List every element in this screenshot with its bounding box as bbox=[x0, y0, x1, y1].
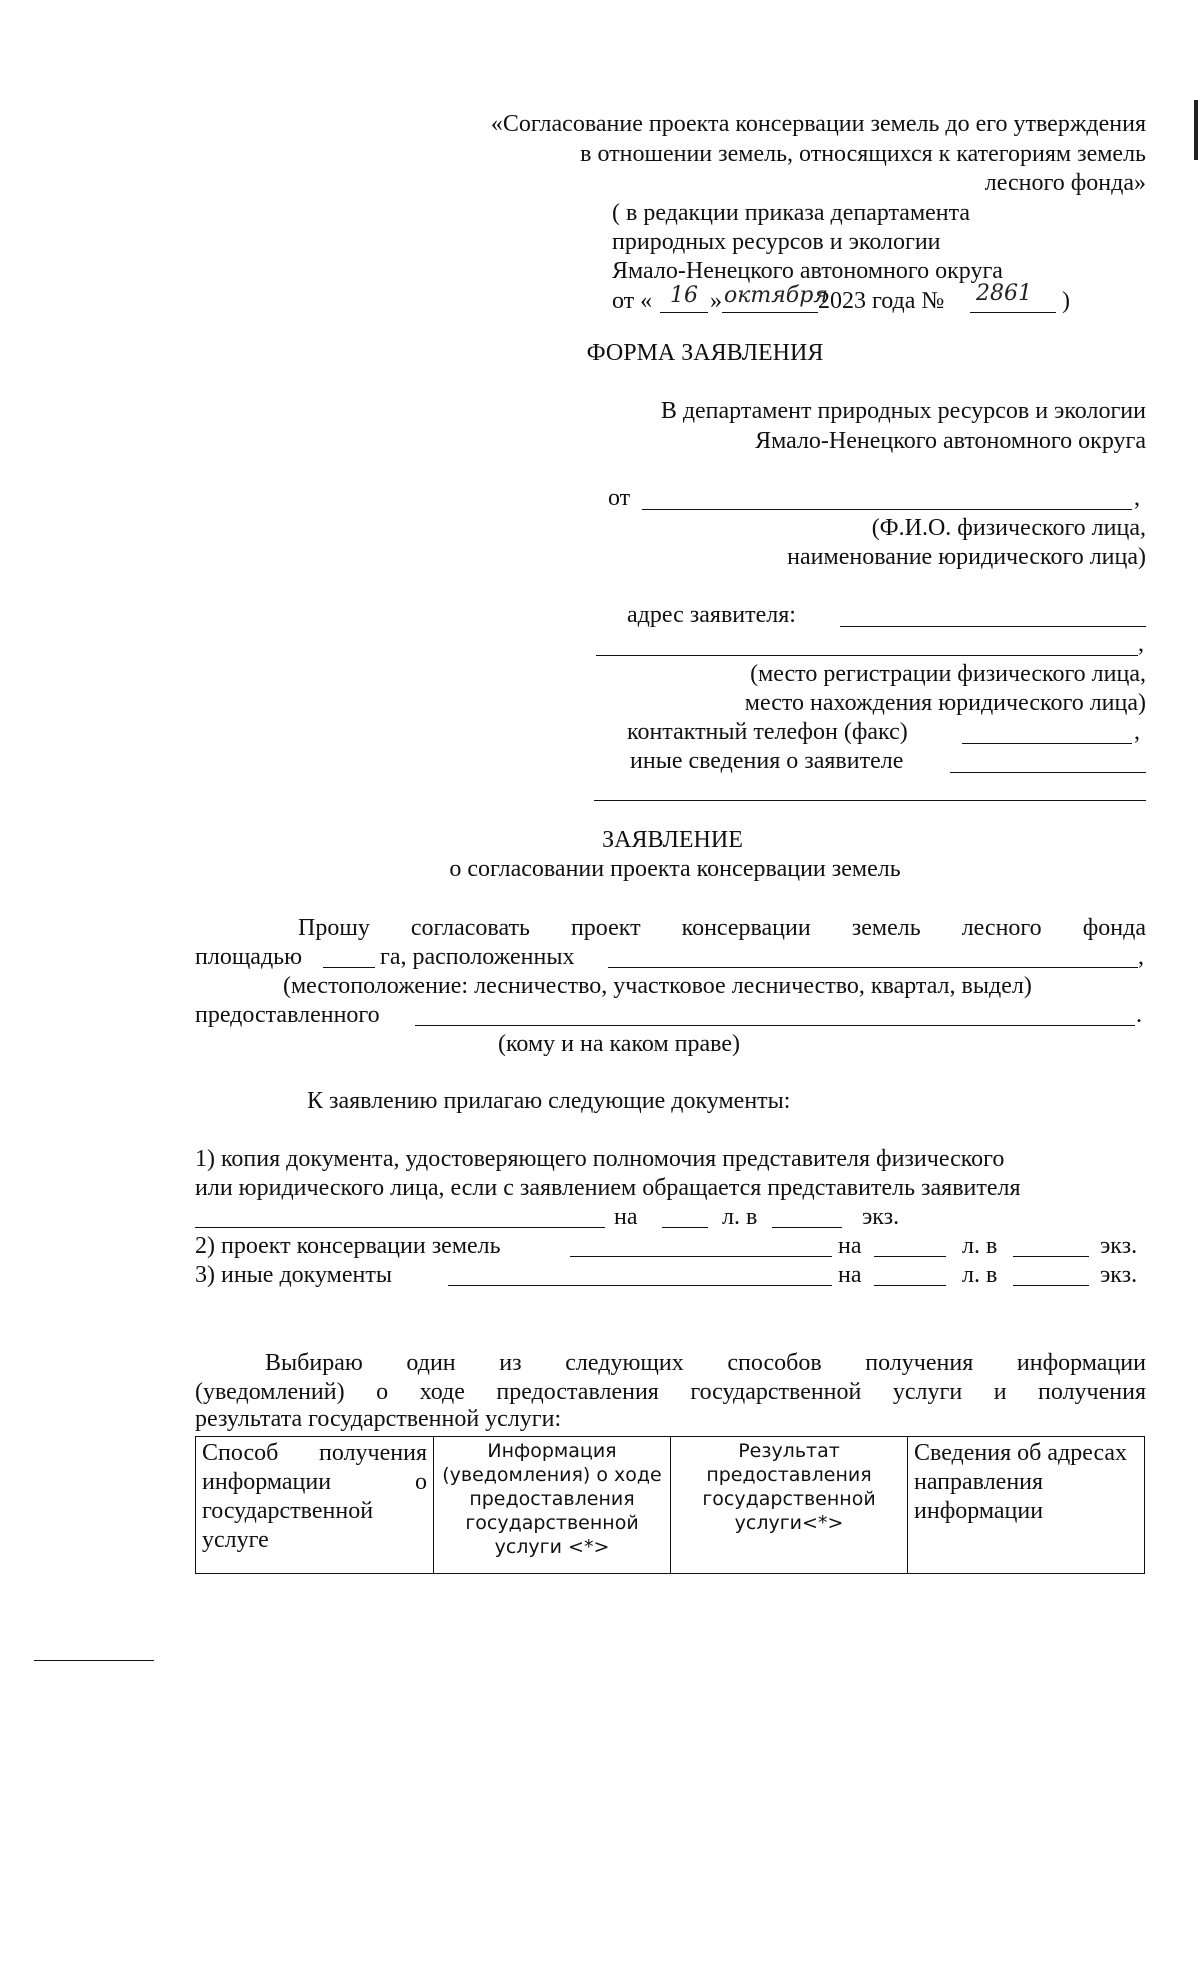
line-end-2: . bbox=[1136, 1002, 1142, 1028]
table-header-row bbox=[196, 1437, 1145, 1574]
doc-item-3-label: 3) иные документы bbox=[195, 1262, 392, 1288]
doc-item-3-sheets-line[interactable] bbox=[874, 1285, 946, 1286]
doc-item-2-copies-line[interactable] bbox=[1013, 1256, 1089, 1257]
date-day-line bbox=[660, 312, 708, 313]
doc-item-2-name-line[interactable] bbox=[570, 1256, 832, 1257]
doc-item-3-ekz: экз. bbox=[1100, 1262, 1138, 1288]
header-line-2: в отношении земель, относящихся к категориям земель bbox=[580, 141, 1146, 167]
address-hint-1: (место регистрации физического лица, bbox=[750, 661, 1146, 687]
table-header-addresses: Сведения об адресах направления информации bbox=[908, 1437, 1145, 1574]
doc-item-3-name-line[interactable] bbox=[448, 1285, 832, 1286]
table-header-progress-info: Информация (уведомления) о ходе предоставления государственной услуги <*> bbox=[434, 1437, 671, 1574]
doc-item-1-ekz: экз. bbox=[862, 1204, 900, 1230]
address-input-line-2[interactable] bbox=[596, 655, 1138, 656]
location-input-line[interactable] bbox=[608, 967, 1138, 968]
doc-item-2-sheets-line[interactable] bbox=[874, 1256, 946, 1257]
header-line-1: «Согласование проекта консервации земель до его утверждения bbox=[490, 111, 1146, 137]
address-input-line-1[interactable] bbox=[840, 626, 1146, 627]
table-header-result: Результат предоставления государственной услуги<*> bbox=[671, 1437, 908, 1574]
scan-edge-mark bbox=[1194, 100, 1198, 160]
doc-item-2-ekz: экз. bbox=[1100, 1233, 1138, 1259]
address-end: , bbox=[1138, 631, 1144, 657]
date-day-handwritten: 16 bbox=[670, 283, 698, 308]
amend-line-3: Ямало-Ненецкого автономного округа bbox=[612, 258, 1003, 284]
line-end-1: , bbox=[1138, 944, 1144, 970]
other-info-input-line-1[interactable] bbox=[950, 772, 1146, 773]
other-info-input-line-2[interactable] bbox=[594, 800, 1146, 801]
statement-para-line-1: Прошу согласовать проект консервации земель лесного фонда bbox=[298, 915, 1146, 941]
name-hint-2: наименование юридического лица) bbox=[787, 544, 1146, 570]
info-method-table bbox=[195, 1436, 1145, 1574]
area-input-line[interactable] bbox=[323, 967, 375, 968]
documents-intro: К заявлению прилагаю следующие документы: bbox=[307, 1088, 791, 1114]
phone-input-line[interactable] bbox=[962, 743, 1132, 744]
doc-item-2-label: 2) проект консервации земель bbox=[195, 1233, 501, 1259]
doc-item-1-line-1: 1) копия документа, удостоверяющего полномочия представителя физического bbox=[195, 1146, 1005, 1172]
provided-hint: (кому и на каком праве) bbox=[498, 1031, 740, 1057]
doc-item-1-sheets-line[interactable] bbox=[662, 1227, 708, 1228]
date-mid: » bbox=[710, 288, 722, 314]
other-info-label: иные сведения о заявителе bbox=[630, 748, 904, 774]
table-header-method: Способ получения информации о государственной услуге bbox=[196, 1437, 434, 1574]
date-year: 2023 года № bbox=[818, 288, 945, 314]
doc-item-3-l: л. в bbox=[962, 1262, 998, 1288]
doc-item-1-line-2: или юридического лица, если с заявлением обращается представитель заявителя bbox=[195, 1175, 1021, 1201]
order-number-line bbox=[970, 312, 1056, 313]
provided-label: предоставленного bbox=[195, 1002, 380, 1028]
area-unit: га, расположенных bbox=[380, 944, 575, 970]
date-month-handwritten: октября bbox=[724, 283, 828, 308]
order-number-handwritten: 2861 bbox=[976, 281, 1032, 306]
form-title: ФОРМА ЗАЯВЛЕНИЯ bbox=[586, 340, 824, 366]
statement-title: ЗАЯВЛЕНИЕ bbox=[602, 827, 743, 853]
from-label: от bbox=[608, 485, 631, 511]
addressee-line-1: В департамент природных ресурсов и экологии bbox=[660, 398, 1146, 424]
from-input-line[interactable] bbox=[642, 509, 1132, 510]
choice-line-2: (уведомлений) о ходе предоставления государственной услуги и получения bbox=[195, 1379, 1146, 1405]
date-close: ) bbox=[1062, 288, 1070, 314]
footnote-separator bbox=[34, 1660, 154, 1661]
addressee-line-2: Ямало-Ненецкого автономного округа bbox=[755, 428, 1146, 454]
phone-label: контактный телефон (факс) bbox=[627, 719, 908, 745]
doc-item-1-name-line[interactable] bbox=[195, 1227, 605, 1228]
statement-subtitle: о согласовании проекта консервации земель bbox=[449, 856, 901, 882]
area-label: площадью bbox=[195, 944, 303, 970]
choice-line-3: результата государственной услуги: bbox=[195, 1406, 562, 1432]
doc-item-1-copies-line[interactable] bbox=[772, 1227, 842, 1228]
phone-end: , bbox=[1134, 719, 1140, 745]
from-end: , bbox=[1134, 485, 1140, 511]
doc-item-2-l: л. в bbox=[962, 1233, 998, 1259]
location-hint: (местоположение: лесничество, участковое лесничество, квартал, выдел) bbox=[283, 973, 1032, 999]
date-prefix: от « bbox=[612, 288, 653, 314]
doc-item-1-l: л. в bbox=[722, 1204, 758, 1230]
amend-line-2: природных ресурсов и экологии bbox=[612, 229, 941, 255]
doc-item-3-na: на bbox=[838, 1262, 862, 1288]
header-line-3: лесного фонда» bbox=[984, 170, 1146, 196]
doc-item-1-na: на bbox=[614, 1204, 638, 1230]
doc-item-3-copies-line[interactable] bbox=[1013, 1285, 1089, 1286]
doc-item-2-na: на bbox=[838, 1233, 862, 1259]
choice-line-1: Выбираю один из следующих способов получения информации bbox=[265, 1350, 1146, 1376]
address-hint-2: место нахождения юридического лица) bbox=[744, 690, 1146, 716]
amend-line-1: ( в редакции приказа департамента bbox=[612, 200, 971, 226]
name-hint-1: (Ф.И.О. физического лица, bbox=[871, 515, 1146, 541]
provided-input-line[interactable] bbox=[415, 1025, 1135, 1026]
date-month-line bbox=[722, 312, 818, 313]
address-label: адрес заявителя: bbox=[627, 602, 796, 628]
